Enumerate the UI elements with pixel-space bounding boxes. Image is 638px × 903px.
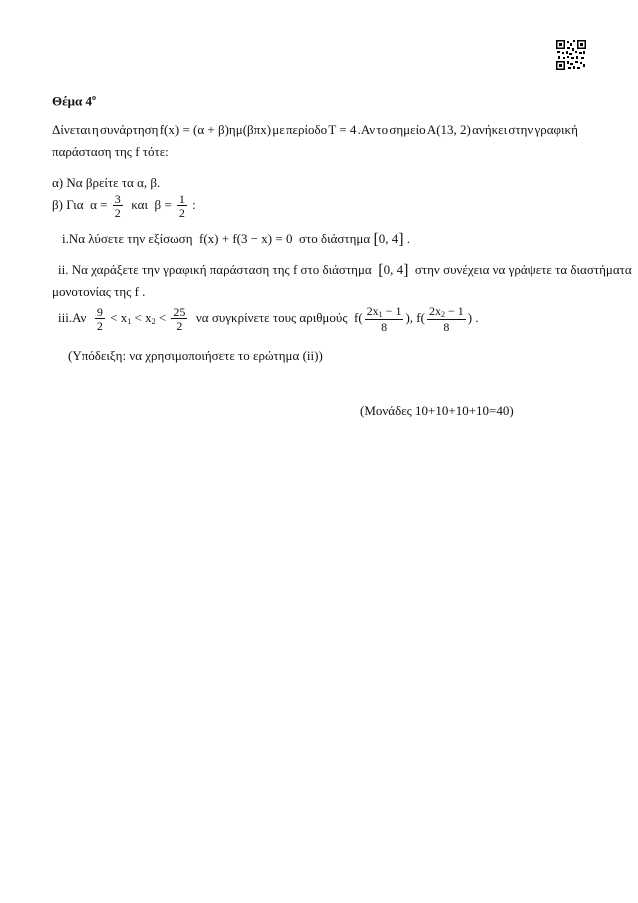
part-b — [52, 193, 196, 219]
x2-subscript: 2 — [151, 316, 156, 326]
part-ii-line-2: μονοτονίας της f . — [52, 284, 146, 299]
first-number-fraction — [365, 305, 404, 333]
lower-bound-denominator: 2 — [96, 319, 103, 333]
f-open-2: ), f( — [405, 309, 425, 325]
numerator-main: 2x — [428, 304, 441, 318]
second-number-denominator: 8 — [427, 319, 466, 333]
inequality-part: < x — [134, 309, 152, 325]
alpha-lhs: α = — [90, 196, 108, 212]
part-iii-end: ) . — [467, 309, 479, 325]
part-ii-interval: 0, 4 — [383, 262, 404, 277]
intro-word: σημείο — [389, 122, 426, 137]
beta-fraction — [177, 193, 187, 219]
alpha-numerator: 3 — [114, 192, 121, 206]
part-iii — [58, 305, 479, 333]
part-i-end: . — [406, 231, 411, 246]
and-word: και — [131, 196, 148, 212]
exercise-title-superscript: ο — [92, 93, 97, 102]
numerator-subscript: 2 — [440, 310, 445, 319]
intro-word: .Αν — [357, 122, 376, 137]
second-number-numerator — [427, 305, 466, 319]
x1-subscript: 1 — [127, 316, 132, 326]
part-ii-tail: στην συνέχεια να γράψετε τα διαστήματα — [414, 262, 632, 277]
part-b-prefix: β) Για — [52, 196, 84, 212]
f-open-1: f( — [354, 309, 363, 325]
numerator-main: 2x — [366, 304, 379, 318]
beta-numerator: 1 — [178, 192, 185, 206]
hint: (Υπόδειξη: να χρησιμοποιήσετε το ερώτημα (ii)) — [68, 348, 323, 363]
intro-word: γραφική — [534, 122, 578, 137]
part-b-suffix: : — [192, 196, 196, 212]
intro-line-1 — [52, 122, 578, 138]
part-a: α) Να βρείτε τα α, β. — [52, 175, 161, 190]
first-number-denominator: 8 — [365, 319, 404, 333]
beta-lhs: β = — [154, 196, 172, 212]
part-i-text: i.Να λύσετε την εξίσωση — [62, 231, 193, 246]
part-i: i.Να λύσετε την εξίσωση f(x) + f(3 − x) = 0 στο διάστημα [0, 4] . — [62, 231, 411, 248]
beta-denominator: 2 — [178, 206, 185, 220]
inequality-part: < — [158, 309, 167, 325]
intro-word: ανήκει — [472, 122, 508, 137]
intro-word: συνάρτηση — [100, 122, 159, 137]
numerator-tail: − 1 — [444, 304, 464, 318]
upper-bound-numerator: 25 — [173, 305, 186, 319]
intro-word: η — [91, 122, 99, 137]
part-i-equation: f(x) + f(3 − x) = 0 — [199, 231, 293, 246]
points-note: (Μονάδες 10+10+10+10=40) — [360, 403, 514, 418]
part-ii-text: ii. Να χαράξετε την γραφική παράσταση της f στο διάστημα — [58, 262, 372, 277]
alpha-denominator: 2 — [114, 206, 121, 220]
intro-word: το — [376, 122, 389, 137]
intro-line-2: παράσταση της f τότε: — [52, 144, 169, 159]
inequality-part: < x — [110, 309, 128, 325]
alpha-fraction — [113, 193, 123, 219]
part-iii-prefix: iii.Αν — [58, 309, 87, 325]
exercise-title — [52, 93, 96, 109]
period-value: T = 4 — [328, 122, 357, 137]
part-ii-line-1: ii. Να χαράξετε την γραφική παράσταση της f στο διάστημα [0, 4] στην συνέχεια να γράψετε τα διαστήματα — [58, 262, 632, 279]
function-definition: f(x) = (α + β)ημ(βπx) — [159, 122, 272, 137]
first-number-numerator — [365, 305, 404, 319]
intro-word: Δίνεται — [52, 122, 91, 137]
intro-word: περίοδο — [285, 122, 328, 137]
part-i-mid: στο διάστημα — [298, 231, 371, 246]
exercise-title-text: Θέμα 4 — [52, 93, 93, 109]
numerator-subscript: 1 — [378, 310, 383, 319]
lower-bound-fraction — [95, 306, 105, 332]
upper-bound-denominator: 2 — [171, 318, 187, 332]
intro-word: στην — [508, 122, 534, 137]
part-i-interval: 0, 4 — [378, 231, 399, 246]
second-number-fraction — [427, 305, 466, 333]
part-iii-mid: να συγκρίνετε τους αριθμούς — [195, 309, 348, 325]
lower-bound-numerator: 9 — [96, 305, 103, 319]
qr-code-icon — [556, 40, 586, 70]
upper-bound-fraction — [171, 306, 187, 332]
intro-word: με — [272, 122, 285, 137]
numerator-tail: − 1 — [382, 304, 402, 318]
point-a: A(13, 2) — [426, 122, 471, 137]
